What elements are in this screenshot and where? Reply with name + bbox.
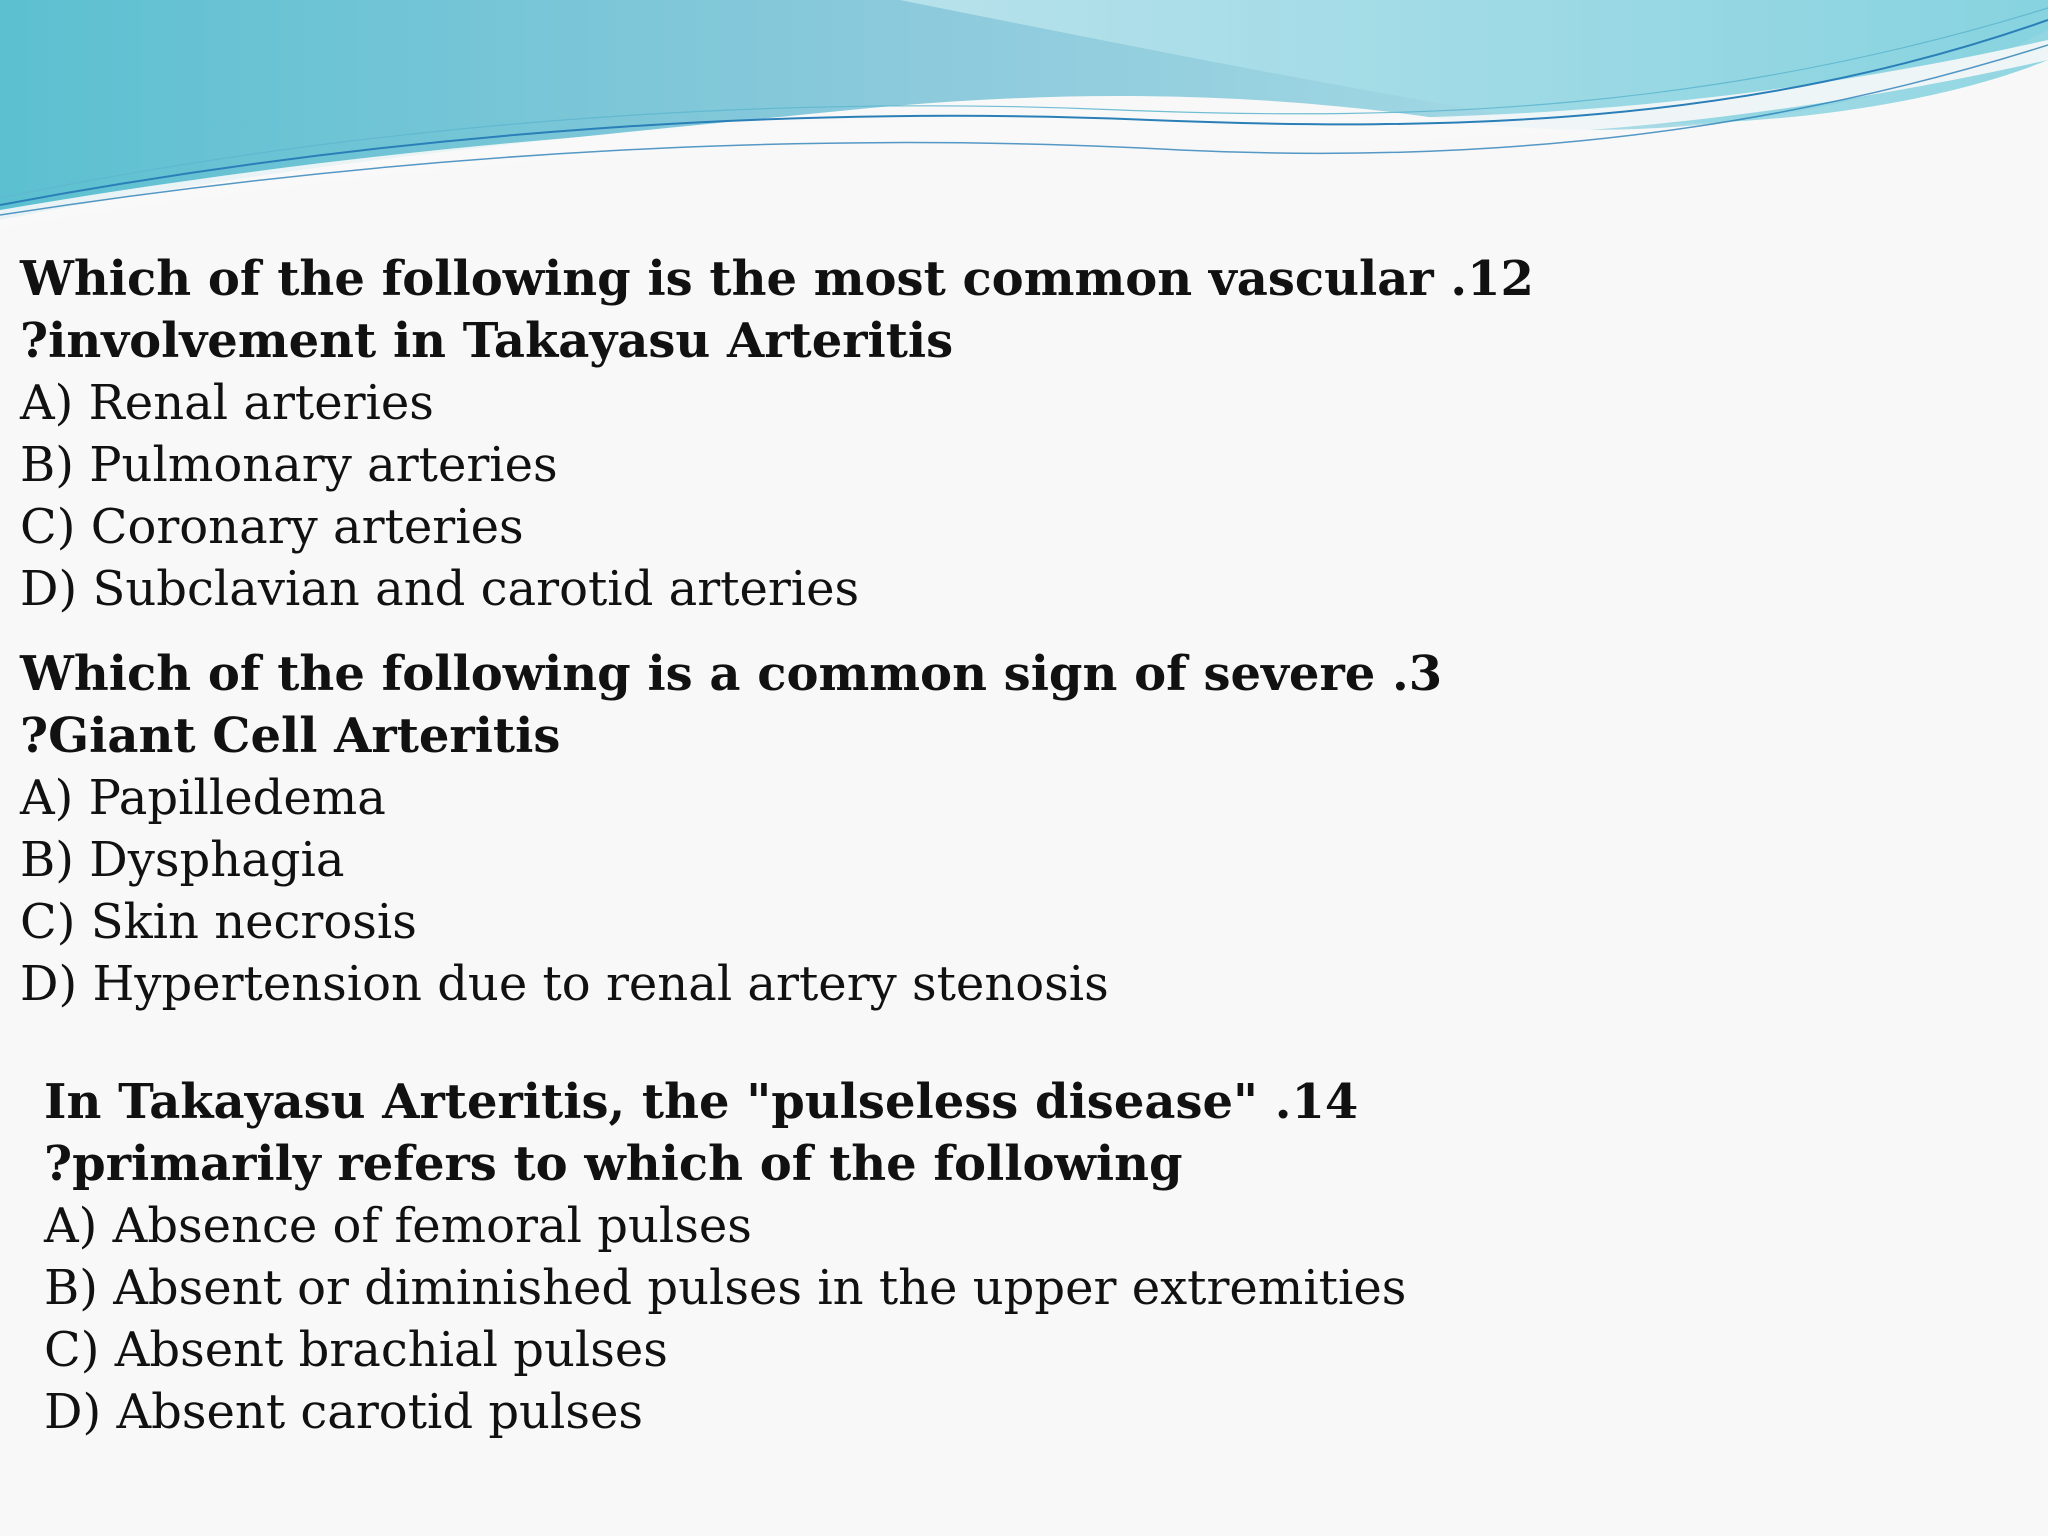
question-12-option-b: B) Pulmonary arteries xyxy=(20,437,558,493)
question-14-option-a: A) Absence of femoral pulses xyxy=(44,1198,752,1254)
question-12-option-a: A) Renal arteries xyxy=(20,375,434,431)
question-12-option-c: C) Coronary arteries xyxy=(20,499,524,555)
question-12-option-d: D) Subclavian and carotid arteries xyxy=(20,561,860,617)
question-14-line-2: ?primarily refers to which of the following xyxy=(44,1136,1183,1192)
question-14-option-b: B) Absent or diminished pulses in the upper extremities xyxy=(44,1260,1407,1316)
question-3-option-c: C) Skin necrosis xyxy=(20,894,417,950)
question-12 xyxy=(20,248,1534,620)
question-3 xyxy=(20,643,1442,1015)
question-14-option-d: D) Absent carotid pulses xyxy=(44,1384,643,1440)
question-3-option-a: A) Papilledema xyxy=(20,770,386,826)
question-3-option-b: B) Dysphagia xyxy=(20,832,345,888)
question-3-line-2: ?Giant Cell Arteritis xyxy=(20,708,561,764)
question-3-line-1: Which of the following is a common sign of severe .3 xyxy=(20,646,1443,702)
question-14 xyxy=(44,1071,1406,1443)
question-14-option-c: C) Absent brachial pulses xyxy=(44,1322,668,1378)
question-3-option-d: D) Hypertension due to renal artery stenosis xyxy=(20,956,1109,1012)
question-14-line-1: In Takayasu Arteritis, the "pulseless disease" .14 xyxy=(44,1074,1359,1130)
question-12-line-1: Which of the following is the most common vascular .12 xyxy=(20,251,1534,307)
header-wave-decoration xyxy=(0,0,2048,240)
question-12-line-2: ?involvement in Takayasu Arteritis xyxy=(20,313,954,369)
